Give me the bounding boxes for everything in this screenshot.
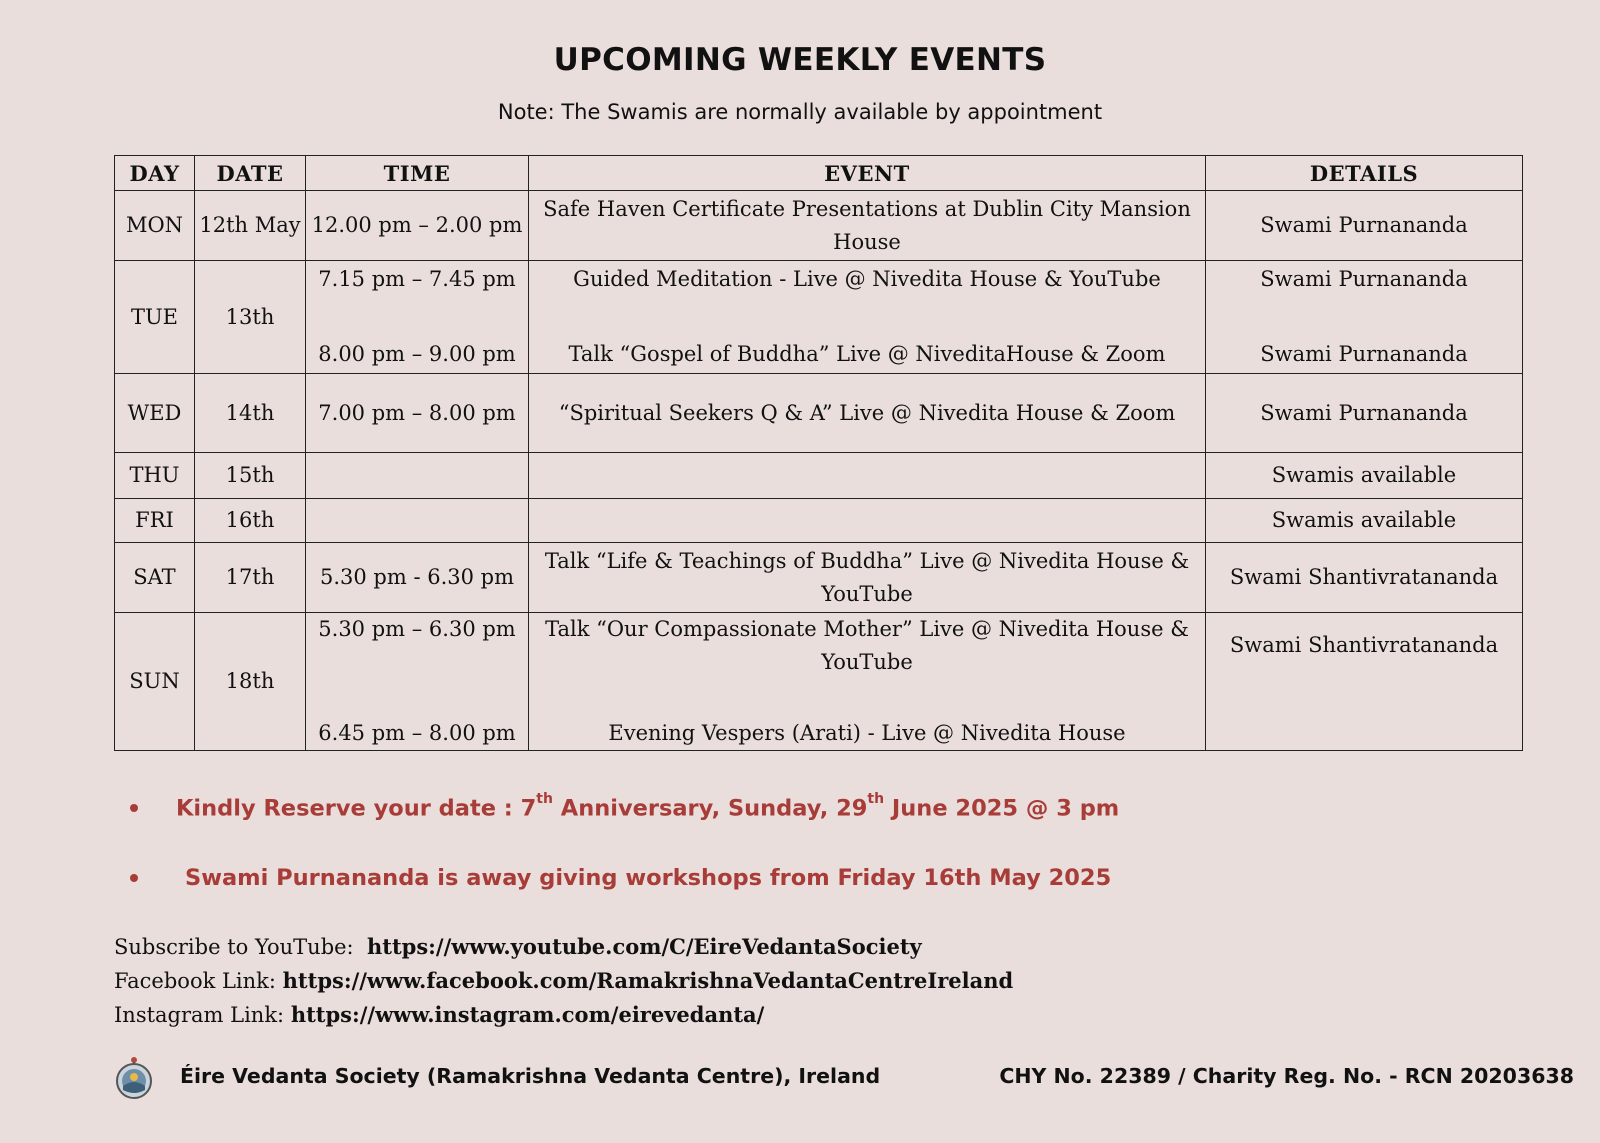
cell-date: 12th May bbox=[195, 191, 306, 261]
cell-details: Swami Shantivratananda bbox=[1206, 543, 1523, 613]
cell-date: 14th bbox=[195, 374, 306, 453]
social-links bbox=[114, 930, 1013, 1032]
ordinal-suffix: th bbox=[536, 790, 553, 807]
facebook-label: Facebook Link: bbox=[114, 969, 283, 993]
ordinal-suffix: th bbox=[867, 790, 885, 807]
cell-day: SAT bbox=[115, 543, 195, 613]
instagram-link[interactable]: https://www.instagram.com/eirevedanta/ bbox=[290, 1002, 765, 1027]
facebook-link-row bbox=[114, 964, 1013, 998]
facebook-link[interactable]: https://www.facebook.com/RamakrishnaVedantaCentreIreland bbox=[282, 968, 1014, 993]
cell-event: Talk “Life & Teachings of Buddha” Live @ Nivedita House & YouTube bbox=[529, 543, 1206, 613]
table-row bbox=[115, 499, 1523, 543]
time-slot: 6.45 pm – 8.00 pm bbox=[318, 721, 516, 745]
time-slot: 7.15 pm – 7.45 pm bbox=[318, 267, 516, 291]
bullet-icon bbox=[130, 804, 138, 812]
cell-details bbox=[1206, 261, 1523, 374]
event-item: Guided Meditation - Live @ Nivedita House & YouTube bbox=[573, 267, 1161, 291]
reserve-date-announcement bbox=[130, 790, 1530, 826]
page-title: UPCOMING WEEKLY EVENTS bbox=[553, 42, 1047, 78]
cell-day: MON bbox=[115, 191, 195, 261]
away-text: Swami Purnananda is away giving workshops from Friday 16th May 2025 bbox=[185, 865, 1112, 891]
cell-date: 15th bbox=[195, 453, 306, 499]
header-details: DETAILS bbox=[1206, 156, 1523, 191]
reserve-text bbox=[176, 790, 1120, 822]
footer bbox=[114, 1056, 1574, 1100]
cell-time: 7.00 pm – 8.00 pm bbox=[306, 374, 529, 453]
time-slot: 8.00 pm – 9.00 pm bbox=[318, 342, 516, 366]
cell-time: 12.00 pm – 2.00 pm bbox=[306, 191, 529, 261]
cell-event bbox=[529, 499, 1206, 543]
cell-time bbox=[306, 453, 529, 499]
cell-time bbox=[306, 613, 529, 751]
announcements bbox=[130, 790, 1530, 896]
cell-date: 17th bbox=[195, 543, 306, 613]
details-item: Swami Purnananda bbox=[1260, 342, 1468, 366]
event-item: Talk “Gospel of Buddha” Live @ NiveditaHouse & Zoom bbox=[568, 342, 1166, 366]
table-row bbox=[115, 191, 1523, 261]
reserve-middle: Anniversary, Sunday, 29 bbox=[552, 795, 868, 822]
cell-details: Swami Purnananda bbox=[1206, 191, 1523, 261]
cell-event bbox=[529, 261, 1206, 374]
reserve-prefix: Kindly Reserve your date : 7 bbox=[176, 795, 537, 822]
cell-details: Swamis available bbox=[1206, 499, 1523, 543]
details-item: Swami Purnananda bbox=[1260, 267, 1468, 291]
table-row bbox=[115, 613, 1523, 751]
header-time: TIME bbox=[306, 156, 529, 191]
youtube-link-row bbox=[114, 930, 1013, 964]
cell-event: Safe Haven Certificate Presentations at Dublin City Mansion House bbox=[529, 191, 1206, 261]
youtube-link[interactable]: https://www.youtube.com/C/EireVedantaSociety bbox=[366, 934, 922, 959]
cell-date: 13th bbox=[195, 261, 306, 374]
appointment-note: Note: The Swamis are normally available by appointment bbox=[497, 100, 1103, 124]
cell-day: WED bbox=[115, 374, 195, 453]
instagram-link-row bbox=[114, 998, 1013, 1032]
table-row bbox=[115, 261, 1523, 374]
header-date: DATE bbox=[195, 156, 306, 191]
instagram-label: Instagram Link: bbox=[114, 1003, 291, 1027]
cell-event bbox=[529, 453, 1206, 499]
time-slot: 5.30 pm – 6.30 pm bbox=[318, 617, 516, 641]
header-day: DAY bbox=[115, 156, 195, 191]
cell-day: SUN bbox=[115, 613, 195, 751]
table-row bbox=[115, 453, 1523, 499]
cell-time bbox=[306, 499, 529, 543]
society-emblem-icon bbox=[114, 1056, 154, 1100]
header-event: EVENT bbox=[529, 156, 1206, 191]
organization-name: Éire Vedanta Society (Ramakrishna Vedanta Centre), Ireland bbox=[180, 1064, 881, 1088]
bullet-icon bbox=[130, 874, 138, 882]
event-item: Evening Vespers (Arati) - Live @ Nivedita House bbox=[608, 721, 1126, 745]
details-item: Swami Shantivratananda bbox=[1229, 633, 1499, 657]
table-row bbox=[115, 374, 1523, 453]
youtube-label: Subscribe to YouTube: bbox=[114, 935, 367, 959]
events-table bbox=[114, 155, 1523, 751]
cell-details bbox=[1206, 613, 1523, 751]
cell-event bbox=[529, 613, 1206, 751]
table-header-row bbox=[115, 156, 1523, 191]
cell-day: FRI bbox=[115, 499, 195, 543]
cell-details: Swamis available bbox=[1206, 453, 1523, 499]
cell-time: 5.30 pm - 6.30 pm bbox=[306, 543, 529, 613]
away-announcement bbox=[130, 860, 1530, 896]
cell-day: THU bbox=[115, 453, 195, 499]
cell-date: 16th bbox=[195, 499, 306, 543]
event-item: Talk “Our Compassionate Mother” Live @ Nivedita House & YouTube bbox=[545, 617, 1189, 674]
cell-event: “Spiritual Seekers Q & A” Live @ Nivedita House & Zoom bbox=[529, 374, 1206, 453]
charity-number: CHY No. 22389 / Charity Reg. No. - RCN 20203638 bbox=[999, 1064, 1574, 1088]
cell-details: Swami Purnananda bbox=[1206, 374, 1523, 453]
table-row bbox=[115, 543, 1523, 613]
cell-time bbox=[306, 261, 529, 374]
cell-date: 18th bbox=[195, 613, 306, 751]
cell-day: TUE bbox=[115, 261, 195, 374]
reserve-suffix: June 2025 @ 3 pm bbox=[884, 795, 1120, 822]
